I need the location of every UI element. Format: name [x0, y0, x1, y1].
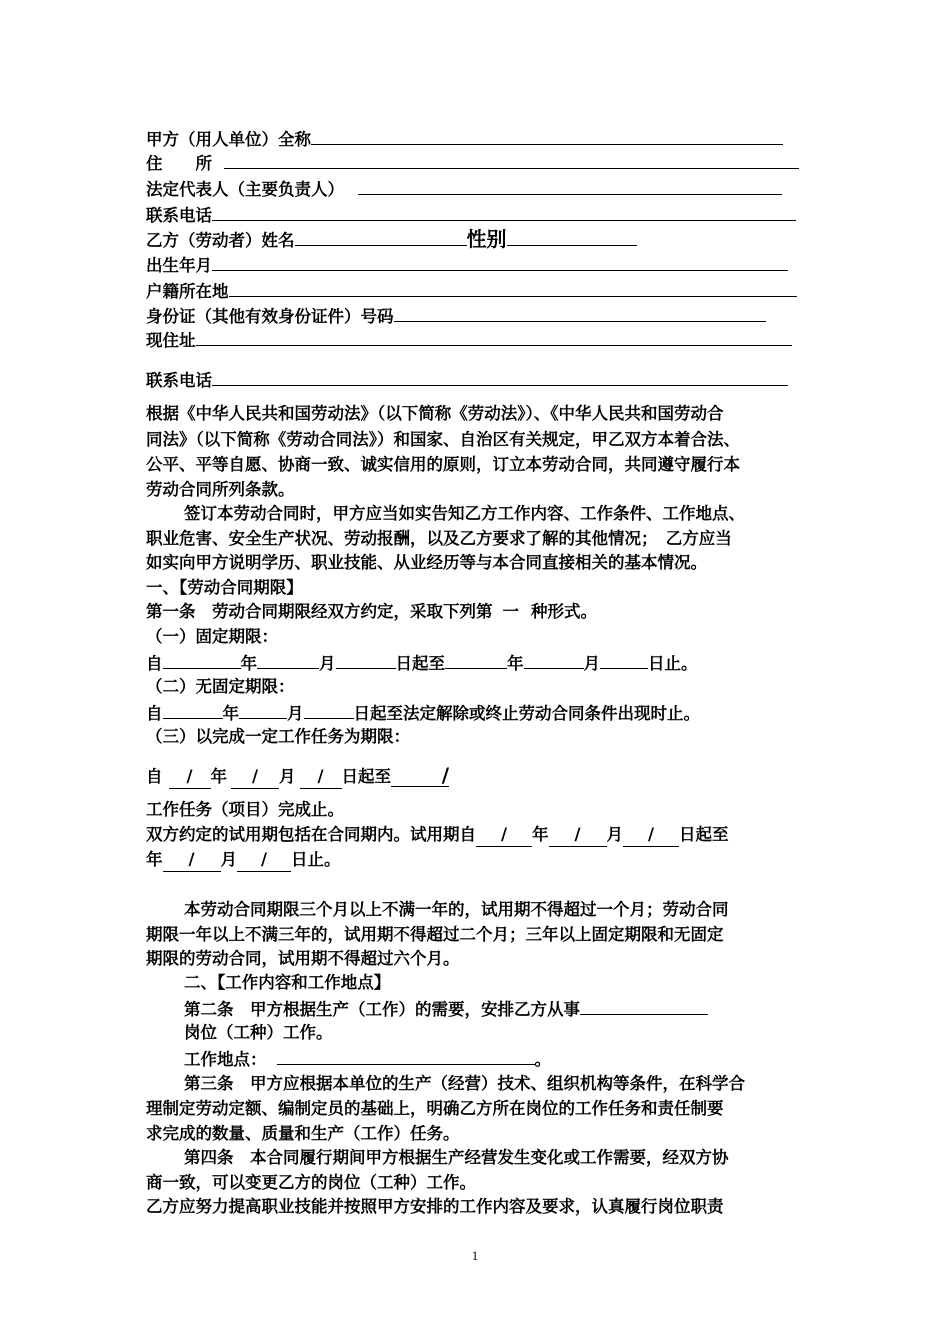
fixed-end-year[interactable]	[445, 651, 507, 669]
probation-rule-1: 本劳动合同期限三个月以上不满一年的，试用期不得超过一个月；劳动合同	[184, 900, 729, 919]
current-address-label: 现住址	[146, 331, 196, 350]
probation-start-year[interactable]: /	[476, 824, 532, 847]
address-field[interactable]	[224, 151, 799, 169]
open-start-day[interactable]	[304, 701, 354, 719]
work-location-line	[184, 1047, 551, 1071]
disclosure-line-3: 如实向甲方说明学历、职业技能、从业经历等与本合同直接相关的基本情况。	[146, 553, 707, 572]
fixed-start-year[interactable]	[163, 651, 241, 669]
article4-line-1: 第四条 本合同履行期间甲方根据生产经营发生变化或工作需要，经双方协	[184, 1148, 729, 1167]
day-end-text: 日止。	[291, 850, 341, 869]
legal-rep-field[interactable]	[358, 177, 782, 195]
article3-line-1: 第三条 甲方应根据本单位的生产（经营）技术、组织机构等条件，在科学合	[184, 1074, 745, 1093]
month-text: 月	[279, 767, 296, 786]
employer-phone-label: 联系电话	[146, 206, 212, 225]
current-address-line	[146, 328, 792, 352]
employer-name-label: 甲方（用人单位）全称	[146, 130, 311, 149]
from-text: 自	[146, 704, 163, 723]
article3-line-3: 求完成的数量、质量和生产（工作）任务。	[146, 1124, 460, 1143]
article4-line-2: 商一致，可以变更乙方的岗位（工种）工作。	[146, 1173, 476, 1192]
open-term-label: （二）无固定期限：	[146, 677, 295, 696]
article4-line-3: 乙方应努力提高职业技能并按照甲方安排的工作内容及要求，认真履行岗位职责	[146, 1197, 724, 1216]
article2-line	[184, 997, 708, 1021]
year-text: 年	[532, 825, 549, 844]
task-end-field[interactable]: /	[391, 764, 449, 787]
preamble-line-1: 根据《中华人民共和国劳动法》（以下简称《劳动法》）、《中华人民共和国劳动合	[146, 404, 724, 423]
day-end-text: 日止。	[648, 654, 698, 673]
task-term-label: （三）以完成一定工作任务为期限：	[146, 727, 410, 746]
article2-text: 第二条 甲方根据生产（工作）的需要，安排乙方从事	[184, 1000, 580, 1019]
section2-heading: 二、【工作内容和工作地点】	[184, 973, 391, 992]
month-text: 月	[583, 654, 600, 673]
gender-field[interactable]	[507, 228, 637, 246]
employer-phone-field[interactable]	[212, 203, 796, 221]
fixed-end-month[interactable]	[524, 651, 584, 669]
work-location-field[interactable]	[277, 1047, 535, 1065]
preamble-line-4: 劳动合同所列条款。	[146, 480, 295, 499]
birth-label: 出生年月	[146, 256, 212, 275]
probation-rule-2: 期限一年以上不满三年的，试用期不得超过二个月；三年以上固定期限和无固定	[146, 925, 724, 944]
probation-start-month[interactable]: /	[549, 824, 607, 847]
preamble-line-2: 同法》（以下简称《劳动合同法》）和国家、自治区有关规定，甲乙双方本着合法、	[146, 430, 740, 449]
id-label: 身份证（其他有效身份证件）号码	[146, 307, 394, 326]
article1-suffix: 种形式。	[531, 602, 597, 621]
year-text: 年	[507, 654, 524, 673]
employee-phone-field[interactable]	[212, 368, 788, 386]
month-text: 月	[287, 704, 304, 723]
month-text: 月	[319, 654, 336, 673]
article1-line	[146, 601, 597, 623]
probation-line-2	[146, 849, 341, 872]
task-start-year[interactable]: /	[169, 766, 211, 789]
from-text: 自	[146, 654, 163, 673]
legal-rep-line	[146, 177, 782, 201]
birth-line	[146, 253, 788, 277]
fixed-term-dates	[146, 651, 698, 675]
probation-end-day[interactable]: /	[237, 849, 291, 872]
legal-rep-label: 法定代表人（主要负责人）	[146, 180, 344, 199]
employee-name-field[interactable]	[295, 228, 467, 246]
fixed-start-day[interactable]	[336, 651, 396, 669]
day-from-text: 日起至	[341, 767, 391, 786]
fixed-start-month[interactable]	[257, 651, 319, 669]
year-text: 年	[210, 767, 227, 786]
article1-prefix: 第一条 劳动合同期限经双方约定，采取下列第	[146, 602, 493, 621]
gender-label: 性别	[466, 227, 507, 251]
disclosure-line-2: 职业危害、安全生产状况、劳动报酬，以及乙方要求了解的其他情况； 乙方应当	[146, 529, 732, 548]
employee-name-line	[146, 228, 637, 252]
id-field[interactable]	[394, 304, 766, 322]
task-start-month[interactable]: /	[231, 766, 279, 789]
probation-start-day[interactable]: /	[623, 824, 679, 847]
open-start-year[interactable]	[163, 701, 223, 719]
hukou-label: 户籍所在地	[146, 282, 229, 301]
fixed-end-day[interactable]	[600, 651, 648, 669]
year-text: 年	[222, 704, 239, 723]
article1-choice: 一	[502, 602, 519, 621]
task-term-dates	[146, 764, 449, 789]
task-start-day[interactable]: /	[300, 766, 342, 789]
probation-line-1	[146, 824, 729, 847]
task-end-text: 工作任务（项目）完成止。	[146, 800, 344, 819]
employer-phone-line	[146, 203, 796, 227]
employee-phone-line	[146, 368, 788, 392]
probation-prefix: 双方约定的试用期包括在合同期内。试用期自	[146, 825, 476, 844]
work-location-end: 。	[534, 1050, 551, 1069]
probation-end-month[interactable]: /	[163, 849, 221, 872]
hukou-line	[146, 279, 797, 303]
probation-rule-3: 期限的劳动合同，试用期不得超过六个月。	[146, 949, 460, 968]
section1-heading: 一、【劳动合同期限】	[146, 578, 303, 597]
from-text: 自	[146, 767, 163, 786]
post-line: 岗位（工种）工作。	[184, 1023, 333, 1042]
employee-name-label: 乙方（劳动者）姓名	[146, 231, 295, 250]
year-text: 年	[240, 654, 257, 673]
employer-name-line	[146, 127, 783, 151]
preamble-line-3: 公平、平等自愿、协商一致、诚实信用的原则，订立本劳动合同，共同遵守履行本	[146, 455, 740, 474]
employer-name-field[interactable]	[311, 127, 783, 145]
id-line	[146, 304, 766, 328]
address-line	[146, 151, 799, 175]
address-label: 住 所	[146, 154, 212, 173]
fixed-term-label: （一）固定期限：	[146, 627, 278, 646]
article3-line-2: 理制定劳动定额、编制定员的基础上，明确乙方所在岗位的工作任务和责任制要	[146, 1099, 724, 1118]
open-start-month[interactable]	[239, 701, 287, 719]
work-location-label: 工作地点：	[184, 1050, 267, 1069]
open-term-tail: 日起至法定解除或终止劳动合同条件出现时止。	[353, 704, 700, 723]
job-post-field[interactable]	[580, 997, 708, 1015]
day-from-text: 日起至	[395, 654, 445, 673]
current-address-field[interactable]	[196, 328, 792, 346]
employee-phone-label: 联系电话	[146, 371, 212, 390]
month-text: 月	[220, 850, 237, 869]
month-text: 月	[606, 825, 623, 844]
birth-field[interactable]	[212, 253, 788, 271]
disclosure-line-1: 签订本劳动合同时，甲方应当如实告知乙方工作内容、工作条件、工作地点、	[184, 504, 745, 523]
year-text: 年	[146, 850, 163, 869]
day-from-text: 日起至	[679, 825, 729, 844]
open-term-dates	[146, 701, 700, 725]
hukou-field[interactable]	[229, 279, 797, 297]
page-number: 1	[471, 1248, 479, 1263]
